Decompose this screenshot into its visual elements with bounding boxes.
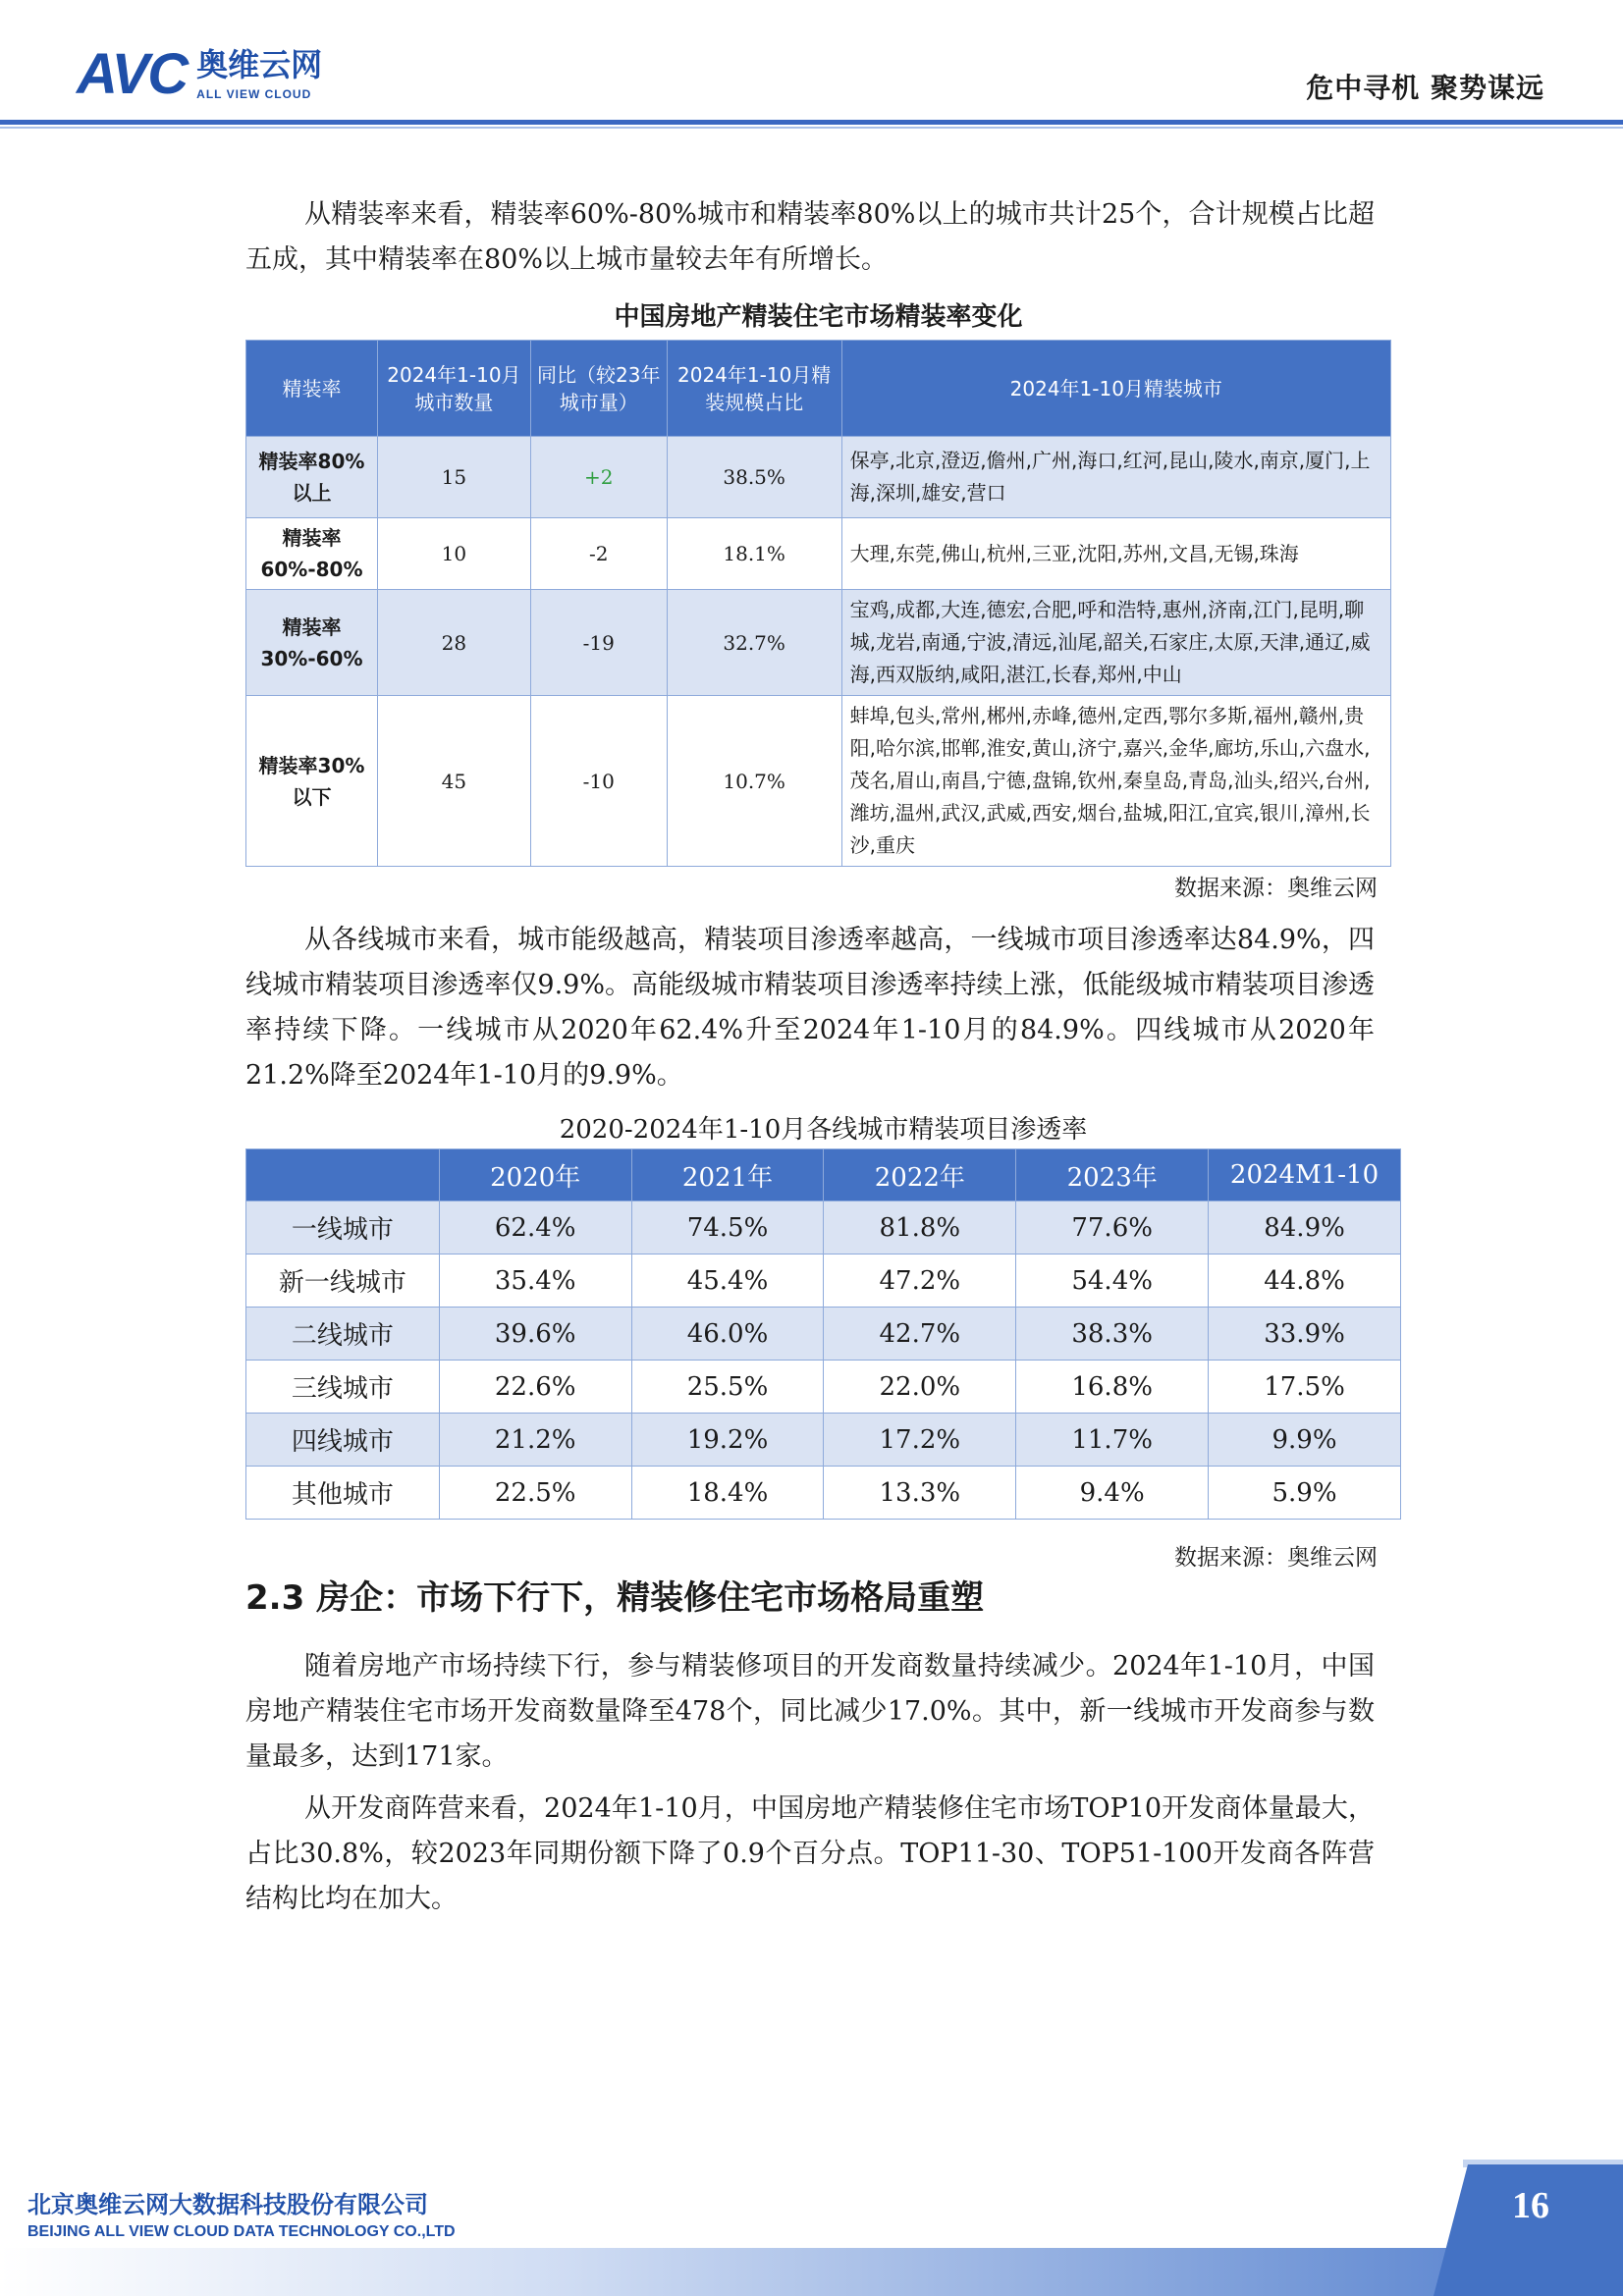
t1-yoy: -10: [530, 696, 667, 867]
t2-cell: 5.9%: [1209, 1467, 1401, 1520]
penetration-table: [245, 1148, 1401, 1520]
t1-cities: 大理,东莞,佛山,杭州,三亚,沈阳,苏州,文昌,无锡,珠海: [841, 518, 1390, 590]
table-row: [246, 590, 1391, 696]
t2-cell: 33.9%: [1209, 1308, 1401, 1361]
t2-header-0: [246, 1149, 440, 1201]
t1-count: 45: [377, 696, 530, 867]
table-row: [246, 1467, 1401, 1520]
header-slogan: 危中寻机 聚势谋远: [1306, 72, 1544, 104]
t2-cell: 77.6%: [1016, 1201, 1209, 1255]
t2-cell: 74.5%: [631, 1201, 824, 1255]
table-row: [246, 1201, 1401, 1255]
table-row: [246, 1414, 1401, 1467]
table-row: [246, 437, 1391, 518]
t2-cell: 35.4%: [439, 1255, 631, 1308]
logo-mark: AVC: [77, 42, 188, 106]
t1-count: 15: [377, 437, 530, 518]
t2-cell: 17.2%: [824, 1414, 1016, 1467]
t2-cell: 9.4%: [1016, 1467, 1209, 1520]
table-row: [246, 1308, 1401, 1361]
t2-cell: 22.6%: [439, 1361, 631, 1414]
t2-cell: 47.2%: [824, 1255, 1016, 1308]
t2-cell: 18.4%: [631, 1467, 824, 1520]
t2-header-5: 2024M1-10: [1209, 1149, 1401, 1201]
t1-cities: 保亭,北京,澄迈,儋州,广州,海口,红河,昆山,陵水,南京,厦门,上海,深圳,雄安,营口: [841, 437, 1390, 518]
t1-share: 10.7%: [667, 696, 841, 867]
t1-count: 10: [377, 518, 530, 590]
t2-row-name: 二线城市: [246, 1308, 440, 1361]
t2-row-name: 新一线城市: [246, 1255, 440, 1308]
t1-cat: 精装率30%-60%: [246, 590, 378, 696]
t2-cell: 42.7%: [824, 1308, 1016, 1361]
logo-en: ALL VIEW CLOUD: [196, 86, 312, 101]
t1-header-2: 同比（较23年城市量）: [530, 341, 667, 437]
t2-row-name: 四线城市: [246, 1414, 440, 1467]
footer-bar: [0, 2248, 1623, 2296]
t1-cat: 精装率80%以上: [246, 437, 378, 518]
t1-share: 32.7%: [667, 590, 841, 696]
t1-cities: 蚌埠,包头,常州,郴州,赤峰,德州,定西,鄂尔多斯,福州,赣州,贵阳,哈尔滨,邯郸,淮安,黄山,济宁,嘉兴,金华,廊坊,乐山,六盘水,茂名,眉山,南昌,宁德,盘锦,钦州,秦皇岛,青岛,汕头,绍兴,台州,潍坊,温州,武汉,武威,西安,烟台,盐城,阳江,宜宾,银川,漳州,长沙,重庆: [841, 696, 1390, 867]
t1-cat: 精装率60%-80%: [246, 518, 378, 590]
t1-count: 28: [377, 590, 530, 696]
table-row: [246, 1255, 1401, 1308]
t1-header-1: 2024年1-10月城市数量: [377, 341, 530, 437]
t2-header-1: 2020年: [439, 1149, 631, 1201]
table1-source: 数据来源：奥维云网: [1174, 876, 1378, 901]
t2-cell: 11.7%: [1016, 1414, 1209, 1467]
t1-cities: 宝鸡,成都,大连,德宏,合肥,呼和浩特,惠州,济南,江门,昆明,聊城,龙岩,南通,宁波,清远,汕尾,韶关,石家庄,太原,天津,通辽,威海,西双版纳,咸阳,湛江,长春,郑州,中山: [841, 590, 1390, 696]
t2-cell: 81.8%: [824, 1201, 1016, 1255]
t2-cell: 62.4%: [439, 1201, 631, 1255]
footer-company-en: BEIJING ALL VIEW CLOUD DATA TECHNOLOGY CO.,LTD: [27, 2223, 456, 2240]
table2-caption: 2020-2024年1-10月各线城市精装项目渗透率: [559, 1115, 1088, 1145]
t2-cell: 44.8%: [1209, 1255, 1401, 1308]
t2-cell: 54.4%: [1016, 1255, 1209, 1308]
finish-rate-table: [245, 340, 1391, 867]
logo-cn: 奥维云网: [196, 46, 323, 84]
paragraph-finish-rate: 从精装率来看，精装率60%-80%城市和精装率80%以上的城市共计25个，合计规模占比超五成，其中精装率在80%以上城市量较去年有所增长。: [245, 199, 1375, 275]
t2-cell: 84.9%: [1209, 1201, 1401, 1255]
t1-header-4: 2024年1-10月精装城市: [841, 341, 1390, 437]
paragraph-developers: 随着房地产市场持续下行，参与精装修项目的开发商数量持续减少。2024年1-10月，中国房地产精装住宅市场开发商数量降至478个，同比减少17.0%。其中，新一线城市开发商参与数量最多，达到171家。: [245, 1651, 1375, 1772]
t1-yoy: -2: [530, 518, 667, 590]
t2-cell: 38.3%: [1016, 1308, 1209, 1361]
t1-share: 38.5%: [667, 437, 841, 518]
t2-cell: 45.4%: [631, 1255, 824, 1308]
t2-cell: 16.8%: [1016, 1361, 1209, 1414]
t2-cell: 22.0%: [824, 1361, 1016, 1414]
t2-cell: 22.5%: [439, 1467, 631, 1520]
paragraph-city-tiers: 从各线城市来看，城市能级越高，精装项目渗透率越高，一线城市项目渗透率达84.9%，四线城市精装项目渗透率仅9.9%。高能级城市精装项目渗透率持续上涨，低能级城市精装项目渗透率持续下降。一线城市从2020年62.4%升至2024年1-10月的84.9%。四线城市从2020年21.2%降至2024年1-10月的9.9%。: [245, 925, 1375, 1091]
page-header: [0, 0, 1623, 128]
t1-header-0: 精装率: [246, 341, 378, 437]
t1-yoy: -19: [530, 590, 667, 696]
section-heading: 2.3 房企：市场下行下，精装修住宅市场格局重塑: [245, 1578, 985, 1618]
paragraph-developer-tiers: 从开发商阵营来看，2024年1-10月，中国房地产精装修住宅市场TOP10开发商体量最大，占比30.8%，较2023年同期份额下降了0.9个百分点。TOP11-30、TOP51-100开发商各阵营结构比均在加大。: [245, 1793, 1375, 1914]
t2-row-name: 一线城市: [246, 1201, 440, 1255]
footer-company: [27, 2185, 456, 2241]
t2-row-name: 三线城市: [246, 1361, 440, 1414]
t2-cell: 39.6%: [439, 1308, 631, 1361]
t2-cell: 46.0%: [631, 1308, 824, 1361]
header-divider-light: [0, 127, 1623, 129]
t2-cell: 19.2%: [631, 1414, 824, 1467]
table1-caption: 中国房地产精装住宅市场精装率变化: [614, 302, 1023, 332]
t2-header-2: 2021年: [631, 1149, 824, 1201]
page-number: 16: [1512, 2185, 1549, 2226]
t2-cell: 25.5%: [631, 1361, 824, 1414]
header-divider: [0, 120, 1623, 125]
t2-cell: 9.9%: [1209, 1414, 1401, 1467]
t2-cell: 17.5%: [1209, 1361, 1401, 1414]
t1-yoy: +2: [530, 437, 667, 518]
t1-cat: 精装率30%以下: [246, 696, 378, 867]
t2-cell: 21.2%: [439, 1414, 631, 1467]
table2-source: 数据来源：奥维云网: [1174, 1545, 1378, 1571]
table-row: [246, 696, 1391, 867]
t2-row-name: 其他城市: [246, 1467, 440, 1520]
t1-share: 18.1%: [667, 518, 841, 590]
table-row: [246, 518, 1391, 590]
t2-header-4: 2023年: [1016, 1149, 1209, 1201]
t1-header-3: 2024年1-10月精装规模占比: [667, 341, 841, 437]
t2-header-3: 2022年: [824, 1149, 1016, 1201]
company-logo: [77, 42, 323, 106]
t2-cell: 13.3%: [824, 1467, 1016, 1520]
footer-company-cn: 北京奥维云网大数据科技股份有限公司: [27, 2191, 428, 2218]
table-row: [246, 1361, 1401, 1414]
